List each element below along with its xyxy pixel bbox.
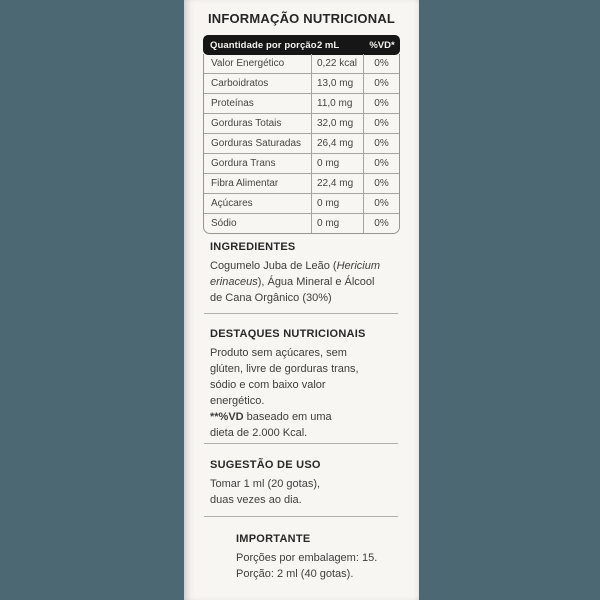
section-divider xyxy=(204,516,398,517)
nutrient-value: 26,4 mg xyxy=(312,134,364,153)
header-vd: %VD* xyxy=(369,39,395,51)
table-body xyxy=(203,54,400,234)
nutrient-vd: 0% xyxy=(374,98,389,109)
table-row xyxy=(204,94,399,114)
highlights-line: energético. xyxy=(210,395,265,407)
important-heading: IMPORTANTE xyxy=(236,533,311,545)
nutrient-vd: 0% xyxy=(374,178,389,189)
nutrient-name: Fibra Alimentar xyxy=(204,174,312,193)
nutrient-value: 32,0 mg xyxy=(312,114,364,133)
nutrition-label xyxy=(184,0,419,600)
nutrient-vd: 0% xyxy=(374,158,389,169)
table-row xyxy=(204,54,399,74)
usage-section xyxy=(210,457,392,508)
table-row xyxy=(204,114,399,134)
usage-line: Tomar 1 ml (20 gotas), xyxy=(210,478,321,490)
nutrient-vd: 0% xyxy=(374,58,389,69)
usage-heading: SUGESTÃO DE USO xyxy=(210,459,321,471)
nutrient-name: Gordura Trans xyxy=(204,154,312,173)
important-section xyxy=(236,531,404,582)
nutrient-vd: 0% xyxy=(374,118,389,129)
nutrient-name: Sódio xyxy=(204,214,312,233)
highlights-heading: DESTAQUES NUTRICIONAIS xyxy=(210,328,366,340)
nutrient-vd: 0% xyxy=(374,78,389,89)
nutrient-vd: 0% xyxy=(374,198,389,209)
highlights-line: sódio e com baixo valor xyxy=(210,379,326,391)
header-portion: 2 mL xyxy=(317,39,340,51)
ingredients-section xyxy=(210,239,392,306)
nutrient-name: Proteínas xyxy=(204,94,312,113)
highlights-line: Produto sem açúcares, sem xyxy=(210,347,347,359)
table-row xyxy=(204,154,399,174)
nutrient-name: Gorduras Saturadas xyxy=(204,134,312,153)
ingredients-heading: INGREDIENTES xyxy=(210,241,296,253)
important-line: Porção: 2 ml (40 gotas). xyxy=(236,568,354,580)
nutrient-value: 0 mg xyxy=(312,154,364,173)
table-row xyxy=(204,214,399,233)
nutrient-value: 0 mg xyxy=(312,214,364,233)
table-row xyxy=(204,174,399,194)
highlights-section xyxy=(210,326,392,441)
table-row xyxy=(204,134,399,154)
nutrient-value: 22,4 mg xyxy=(312,174,364,193)
header-quantity: Quantidade por porção xyxy=(210,39,317,51)
vd-note-line: **%VD baseado em uma xyxy=(210,411,332,423)
nutrient-value: 13,0 mg xyxy=(312,74,364,93)
nutrient-vd: 0% xyxy=(374,218,389,229)
highlights-line: glúten, livre de gorduras trans, xyxy=(210,363,359,375)
nutrition-table xyxy=(203,35,400,234)
table-header-row xyxy=(203,35,400,55)
nutrient-value: 11,0 mg xyxy=(312,94,364,113)
usage-line: duas vezes ao dia. xyxy=(210,494,302,506)
nutrient-name: Carboidratos xyxy=(204,74,312,93)
ingredients-line: Cogumelo Juba de Leão (Hericium xyxy=(210,260,380,272)
section-divider xyxy=(204,313,398,314)
ingredients-line: de Cana Orgânico (30%) xyxy=(210,292,332,304)
vd-note-line: dieta de 2.000 Kcal. xyxy=(210,427,308,439)
important-line: Porções por embalagem: 15. xyxy=(236,552,378,564)
ingredients-line: erinaceus), Água Mineral e Álcool xyxy=(210,276,375,288)
nutrient-value: 0,22 kcal xyxy=(312,54,364,73)
nutrient-value: 0 mg xyxy=(312,194,364,213)
section-divider xyxy=(204,443,398,444)
nutrient-name: Gorduras Totais xyxy=(204,114,312,133)
table-row xyxy=(204,74,399,94)
nutrient-name: Valor Energético xyxy=(204,54,312,73)
table-row xyxy=(204,194,399,214)
nutrient-name: Açúcares xyxy=(204,194,312,213)
label-title: INFORMAÇÃO NUTRICIONAL xyxy=(207,11,396,26)
nutrient-vd: 0% xyxy=(374,138,389,149)
